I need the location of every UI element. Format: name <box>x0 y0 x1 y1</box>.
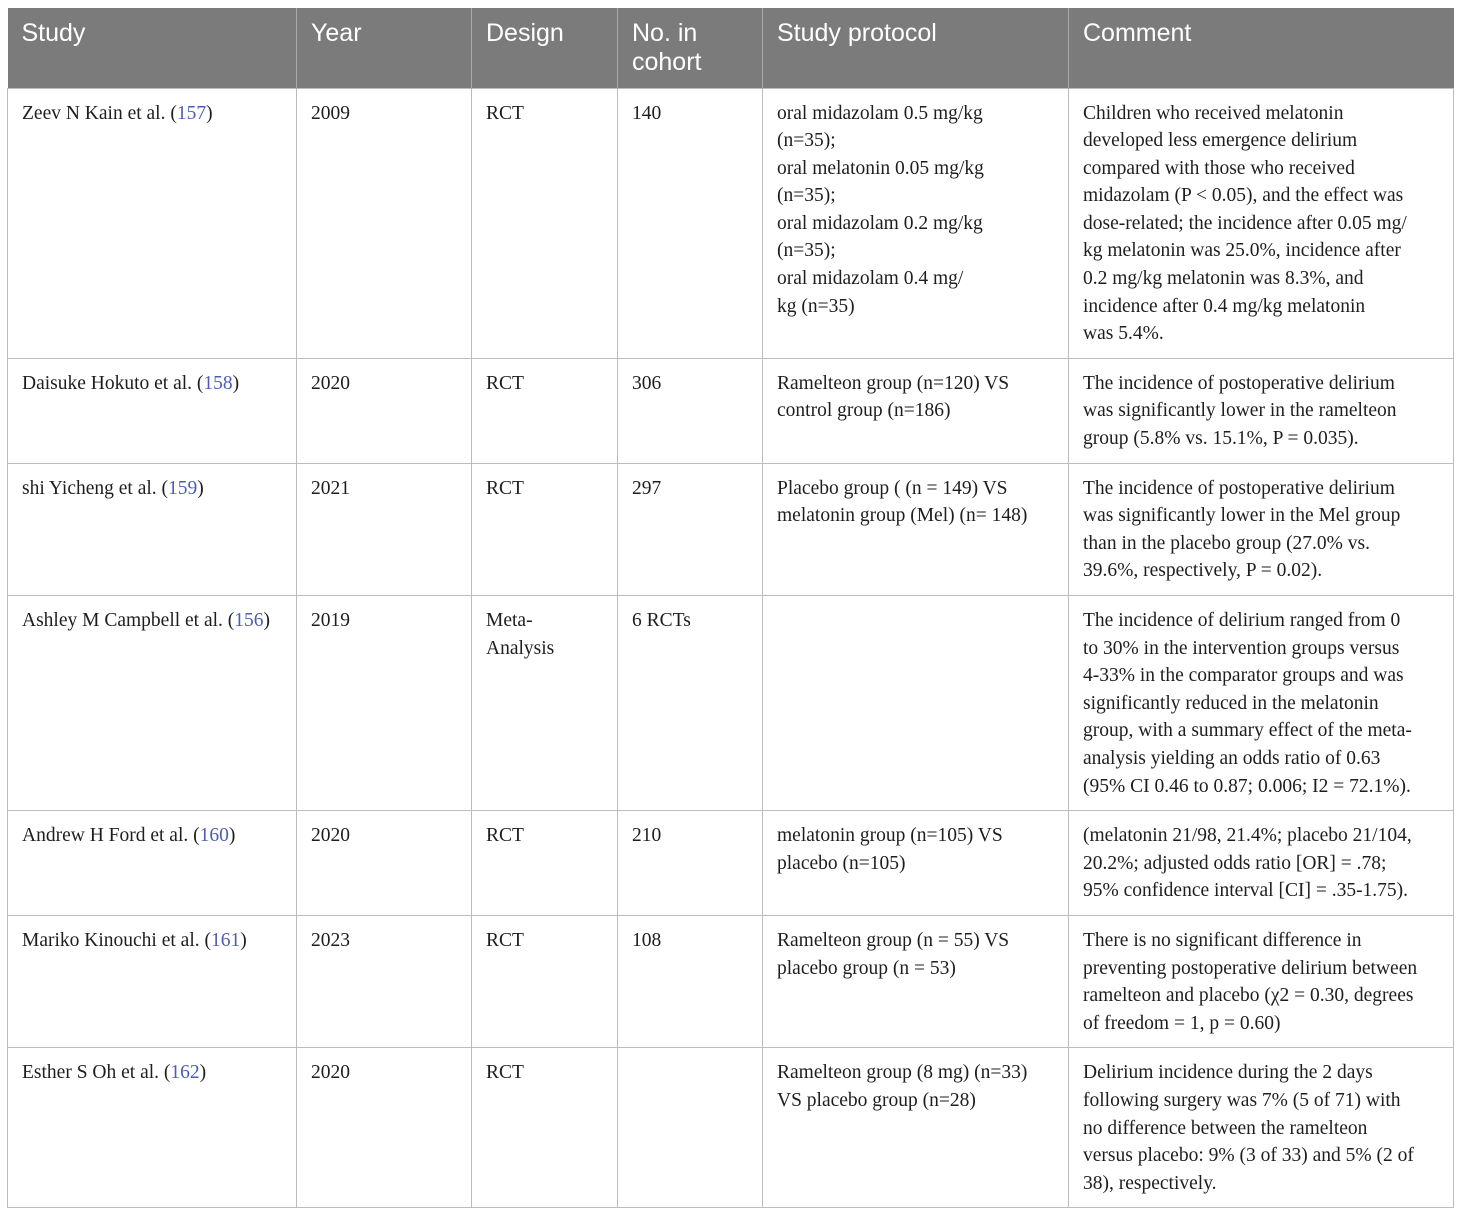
protocol-cell <box>763 596 1069 811</box>
study-author: Ashley M Campbell et al. ( <box>22 610 235 631</box>
header-study: Study <box>8 8 297 88</box>
year-cell: 2019 <box>297 596 472 811</box>
table-row <box>8 915 1454 1047</box>
design-cell: RCT <box>472 1048 618 1208</box>
comment-cell: Delirium incidence during the 2 days following surgery was 7% (5 of 71) with no difference between the ramelteon versus placebo: 9% (3 of 33) and 5% (2 of 38), respectively. <box>1069 1048 1454 1208</box>
header-year: Year <box>297 8 472 88</box>
ref-close: ) <box>199 1062 207 1084</box>
year-cell: 2020 <box>297 358 472 463</box>
year-cell: 2023 <box>297 915 472 1047</box>
table-body <box>8 88 1454 1208</box>
design-cell: RCT <box>472 811 618 916</box>
reference-link[interactable]: 158 <box>203 372 233 394</box>
study-cell <box>8 88 297 358</box>
study-author: shi Yicheng et al. ( <box>22 477 169 499</box>
cohort-cell: 140 <box>618 88 763 358</box>
header-comment: Comment <box>1069 8 1454 88</box>
study-author: Mariko Kinouchi et al. ( <box>22 929 211 951</box>
protocol-cell: Ramelteon group (n = 55) VS placebo group (n = 53) <box>763 915 1069 1047</box>
studies-table <box>7 8 1454 1208</box>
design-cell: RCT <box>472 88 618 358</box>
study-author: Esther S Oh et al. ( <box>22 1062 171 1084</box>
header-design: Design <box>472 8 618 88</box>
reference-link[interactable]: 162 <box>170 1062 200 1084</box>
study-author: Daisuke Hokuto et al. ( <box>22 372 204 394</box>
design-cell: RCT <box>472 463 618 595</box>
table-row <box>8 1048 1454 1208</box>
reference-link[interactable]: 160 <box>199 825 229 847</box>
protocol-cell: Ramelteon group (8 mg) (n=33) VS placebo group (n=28) <box>763 1048 1069 1208</box>
study-author: Zeev N Kain et al. ( <box>22 102 177 124</box>
protocol-cell: melatonin group (n=105) VS placebo (n=105) <box>763 811 1069 916</box>
ref-close: ) <box>263 610 271 631</box>
ref-close: ) <box>232 372 240 394</box>
reference-link[interactable]: 156 <box>234 610 264 631</box>
table-row <box>8 811 1454 916</box>
study-cell <box>8 1048 297 1208</box>
design-cell: RCT <box>472 915 618 1047</box>
design-cell: Meta- Analysis <box>472 596 618 811</box>
header-protocol: Study protocol <box>763 8 1069 88</box>
cohort-cell: 297 <box>618 463 763 595</box>
year-cell: 2009 <box>297 88 472 358</box>
study-author: Andrew H Ford et al. ( <box>22 825 200 847</box>
table-row <box>8 88 1454 358</box>
table-row <box>8 358 1454 463</box>
protocol-cell: Ramelteon group (n=120) VS control group (n=186) <box>763 358 1069 463</box>
ref-close: ) <box>206 102 213 124</box>
ref-close: ) <box>240 929 247 951</box>
reference-link[interactable]: 161 <box>211 929 241 951</box>
year-cell: 2020 <box>297 1048 472 1208</box>
study-cell <box>8 596 297 811</box>
header-cohort: No. in cohort <box>618 8 763 88</box>
year-cell: 2021 <box>297 463 472 595</box>
design-cell: RCT <box>472 358 618 463</box>
protocol-cell: Placebo group ( (n = 149) VS melatonin group (Mel) (n= 148) <box>763 463 1069 595</box>
cohort-cell: 306 <box>618 358 763 463</box>
header-row <box>8 8 1454 88</box>
comment-cell: (melatonin 21/98, 21.4%; placebo 21/104, 20.2%; adjusted odds ratio [OR] = .78; 95% confidence interval [CI] = .35-1.75). <box>1069 811 1454 916</box>
study-cell <box>8 463 297 595</box>
comment-cell: The incidence of postoperative delirium was significantly lower in the Mel group than in the placebo group (27.0% vs. 39.6%, respectively, P = 0.02). <box>1069 463 1454 595</box>
ref-close: ) <box>228 825 236 847</box>
cohort-cell: 6 RCTs <box>618 596 763 811</box>
table-header <box>8 8 1454 88</box>
study-cell <box>8 358 297 463</box>
cohort-cell: 210 <box>618 811 763 916</box>
reference-link[interactable]: 159 <box>168 477 198 499</box>
comment-cell: There is no significant difference in preventing postoperative delirium between ramelteon and placebo (χ2 = 0.30, degrees of freedom = 1, p = 0.60) <box>1069 915 1454 1047</box>
year-cell: 2020 <box>297 811 472 916</box>
comment-cell: The incidence of delirium ranged from 0 to 30% in the intervention groups versus 4-33% in the comparator groups and was significantly reduced in the melatonin group, with a summary effect of the meta- analysis yielding an odds ratio of 0.63 (95% CI 0.46 to 0.87; 0.006; I2 = 72.1%). <box>1069 596 1454 811</box>
protocol-cell: oral midazolam 0.5 mg/kg (n=35); oral melatonin 0.05 mg/kg (n=35); oral midazolam 0.2 mg/kg (n=35); oral midazolam 0.4 mg/ kg (n=35) <box>763 88 1069 358</box>
table-row <box>8 463 1454 595</box>
table-row <box>8 596 1454 811</box>
study-cell <box>8 915 297 1047</box>
study-cell <box>8 811 297 916</box>
reference-link[interactable]: 157 <box>176 102 207 124</box>
comment-cell: Children who received melatonin developed less emergence delirium compared with those who received midazolam (P < 0.05), and the effect was dose-related; the incidence after 0.05 mg/ kg melatonin was 25.0%, incidence after 0.2 mg/kg melatonin was 8.3%, and incidence after 0.4 mg/kg melatonin was 5.4%. <box>1069 88 1454 358</box>
cohort-cell <box>618 1048 763 1208</box>
ref-close: ) <box>197 477 204 499</box>
comment-cell: The incidence of postoperative delirium was significantly lower in the ramelteon group (5.8% vs. 15.1%, P = 0.035). <box>1069 358 1454 463</box>
cohort-cell: 108 <box>618 915 763 1047</box>
